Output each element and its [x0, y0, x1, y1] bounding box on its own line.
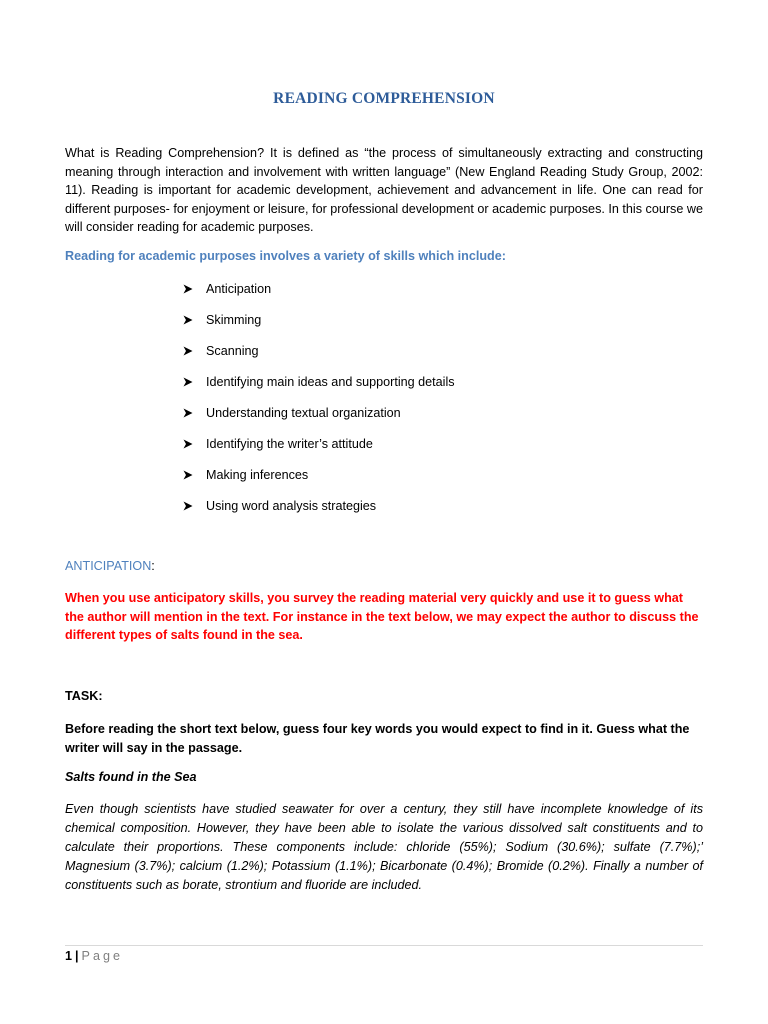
- skill-label: Identifying the writer’s attitude: [206, 437, 373, 451]
- list-item: [183, 466, 455, 497]
- footer-divider: [65, 945, 703, 946]
- anticipation-heading: ANTICIPATION: [65, 559, 152, 573]
- list-item: [183, 497, 455, 528]
- arrowhead-bullet-icon: [183, 466, 206, 484]
- passage-paragraph: Even though scientists have studied seawater for over a century, they still have incomplete knowledge of its chemical composition. However, they have been able to isolate the various dissolved salt constituents and to calculate their proportions. These components include: chloride (55%); Sodium (30.6%); sulfate (7.7%);’ Magnesium (3.7%); calcium (1.2%); Potassium (1.1%); Bicarbonate (0.4%); Bromide (0.2%). Finally a number of constituents such as borate, strontium and fluoride are included.: [65, 802, 703, 892]
- list-item: [183, 435, 455, 466]
- page-title: READING COMPREHENSION: [273, 90, 495, 107]
- page-label: Page: [81, 949, 123, 963]
- task-heading: TASK:: [65, 689, 103, 703]
- skills-list: [183, 280, 455, 528]
- list-item: [183, 373, 455, 404]
- skill-label: Identifying main ideas and supporting details: [206, 375, 455, 389]
- list-item: [183, 342, 455, 373]
- list-item: [183, 311, 455, 342]
- skill-label: Skimming: [206, 313, 262, 327]
- intro-paragraph: What is Reading Comprehension? It is defined as “the process of simultaneously extracting and constructing meaning through interaction and involvement with written language” (New England Reading Study Group, 2002: 11). Reading is important for academic development, achievement and advancement in life. One can read for different purposes- for enjoyment or leisure, for professional development or academic purposes. In this course we will consider reading for academic purposes.: [65, 146, 703, 235]
- footer-separator: |: [75, 949, 79, 963]
- skill-label: Anticipation: [206, 282, 272, 296]
- arrowhead-bullet-icon: [183, 435, 206, 453]
- page-number: 1: [65, 949, 73, 963]
- anticipation-heading-line: [65, 559, 155, 573]
- skill-label: Using word analysis strategies: [206, 499, 377, 513]
- skills-heading: Reading for academic purposes involves a variety of skills which include:: [65, 249, 506, 263]
- arrowhead-bullet-icon: [183, 311, 206, 329]
- passage-title: Salts found in the Sea: [65, 770, 197, 784]
- arrowhead-bullet-icon: [183, 497, 206, 515]
- arrowhead-bullet-icon: [183, 342, 206, 360]
- arrowhead-bullet-icon: [183, 404, 206, 422]
- skill-label: Understanding textual organization: [206, 406, 401, 420]
- page-footer: [65, 947, 123, 965]
- arrowhead-bullet-icon: [183, 280, 206, 298]
- skill-label: Making inferences: [206, 468, 309, 482]
- task-paragraph: Before reading the short text below, guess four key words you would expect to find in it. Guess what the writer will say in the passage.: [65, 722, 690, 755]
- arrowhead-bullet-icon: [183, 373, 206, 391]
- list-item: [183, 280, 455, 311]
- list-item: [183, 404, 455, 435]
- document-page: [65, 0, 703, 1024]
- skill-label: Scanning: [206, 344, 259, 358]
- anticipation-colon: :: [151, 559, 155, 573]
- anticipation-paragraph: When you use anticipatory skills, you survey the reading material very quickly and use it to guess what the author will mention in the text. For instance in the text below, we may expect the author to discuss the different types of salts found in the sea.: [65, 591, 699, 643]
